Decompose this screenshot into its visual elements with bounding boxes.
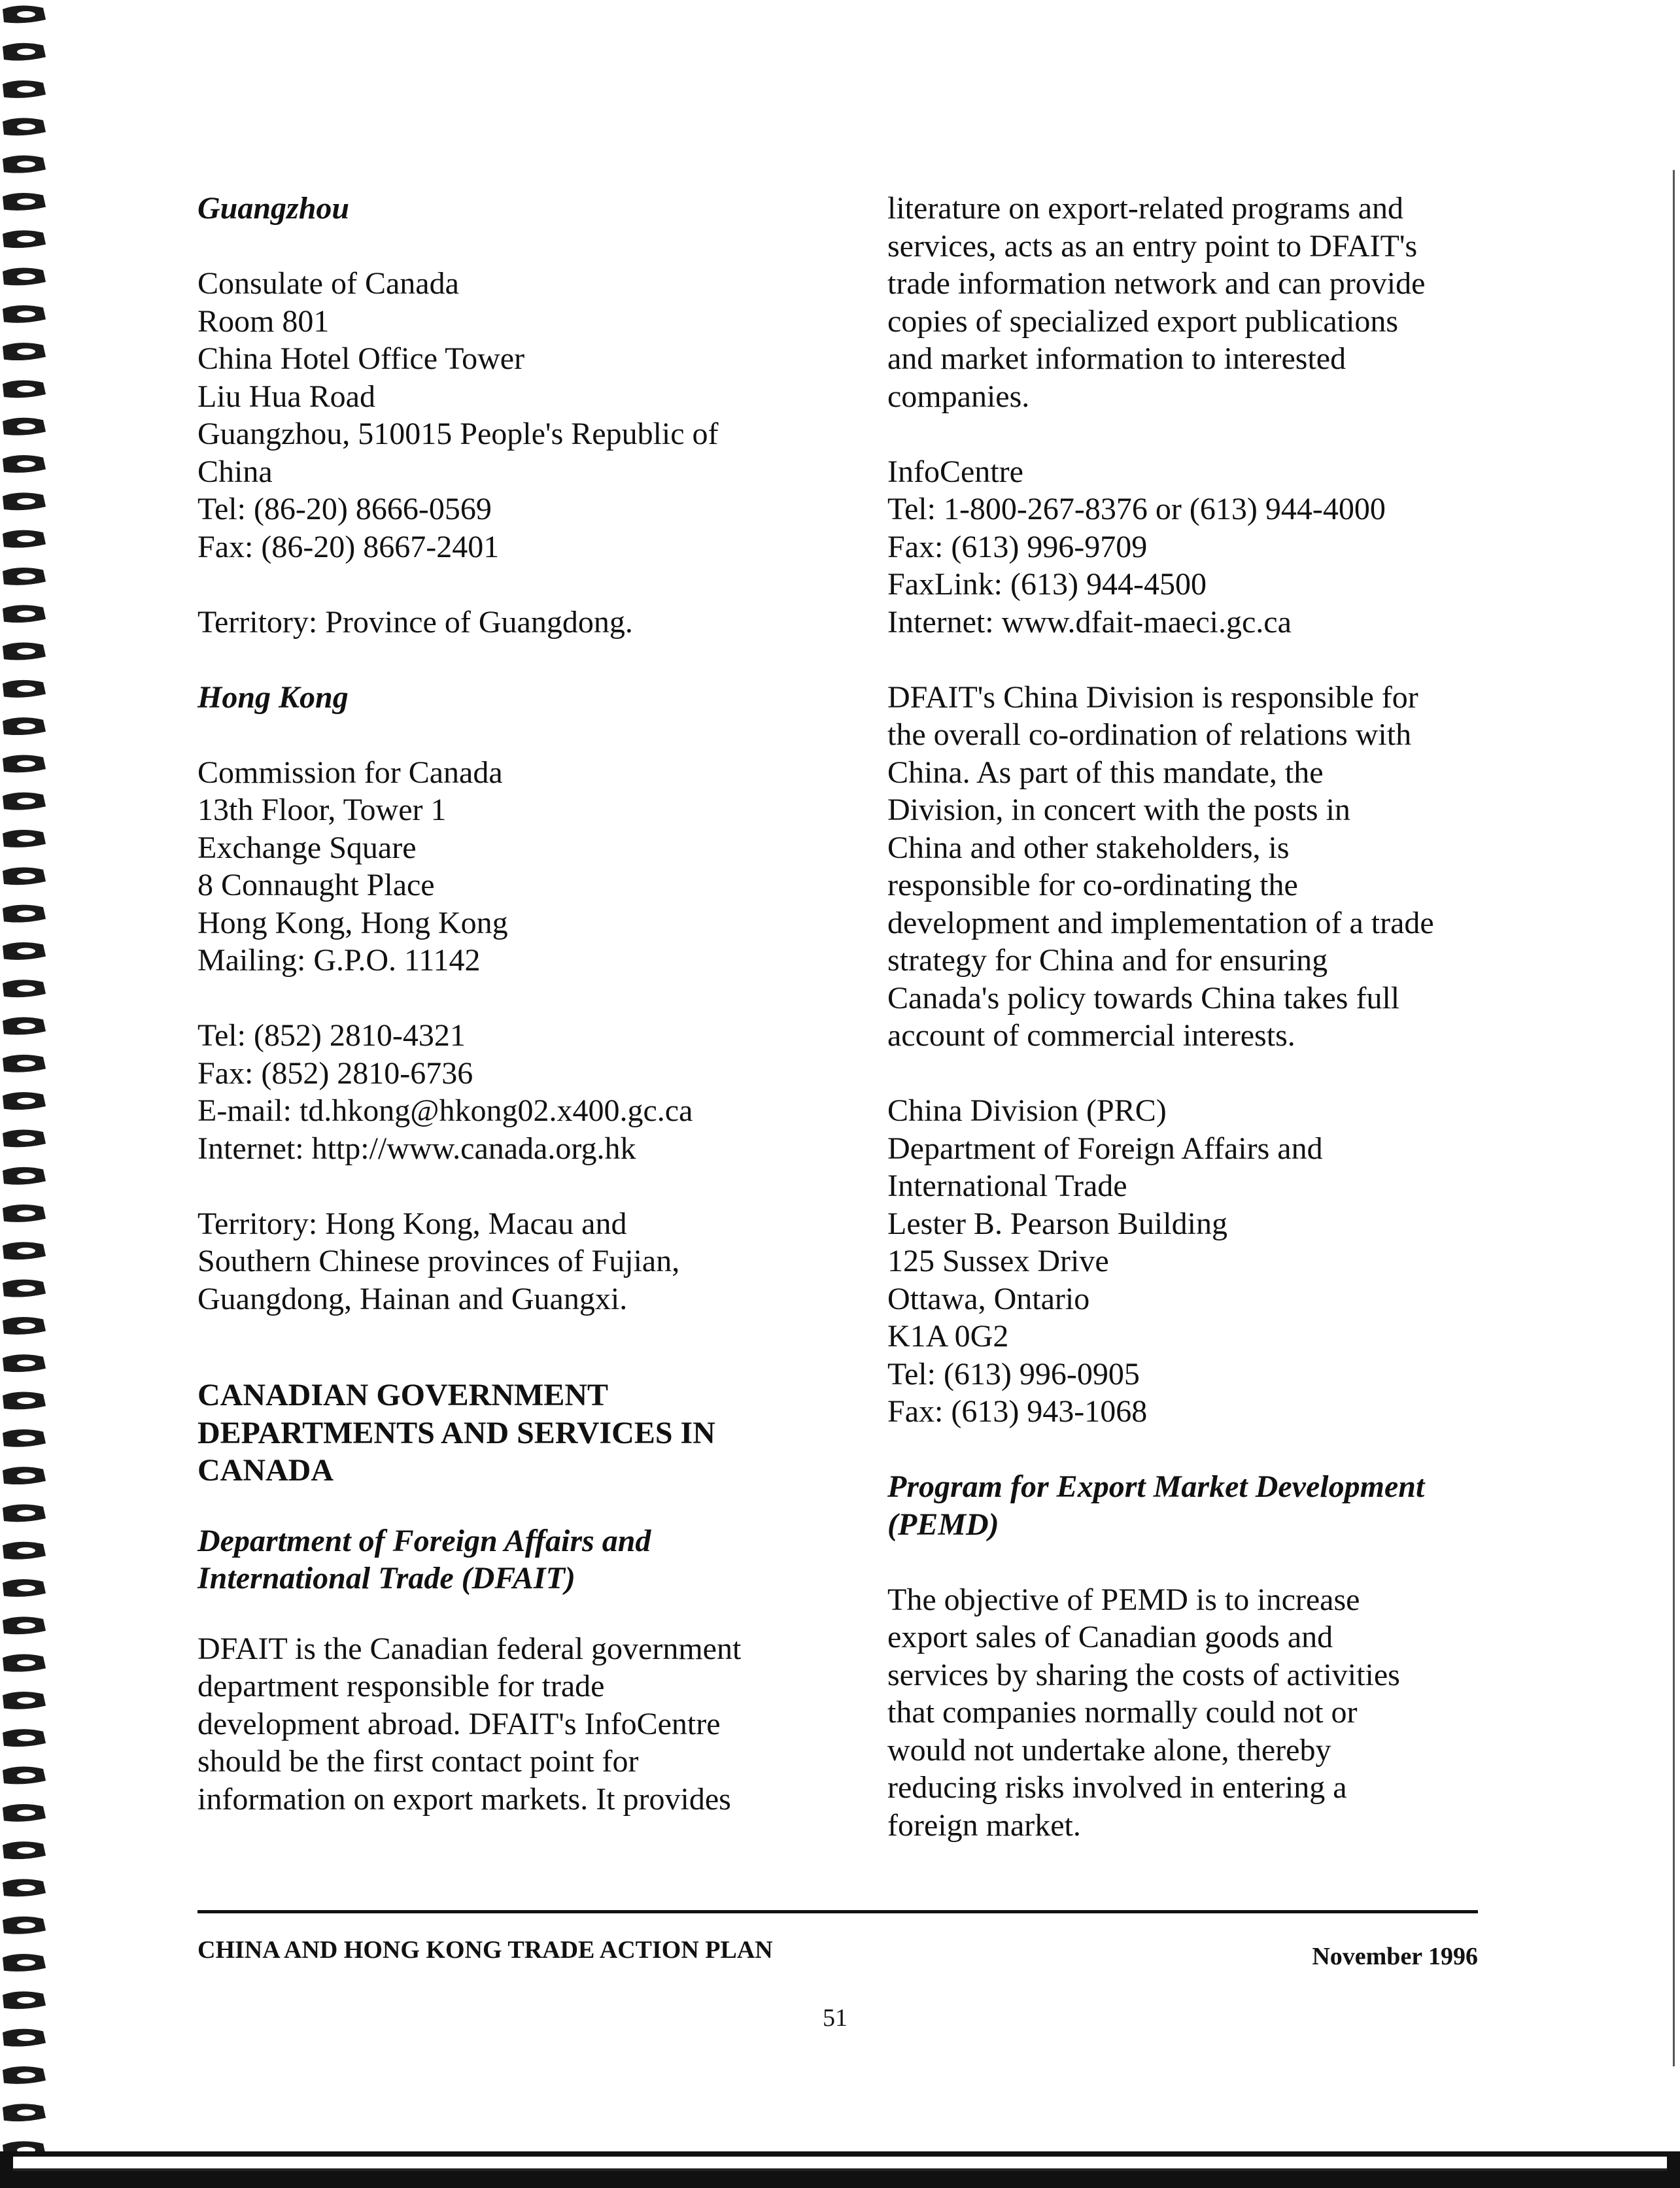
dfait-heading-line: Department of Foreign Affairs and [197,1523,651,1558]
spiral-hole [17,423,35,430]
dfait-heading [197,1522,851,1598]
paragraph-line: companies. [887,379,1030,414]
spiral-hole [17,311,35,317]
address-line: Room 801 [197,303,330,339]
left-column [197,190,851,1856]
scan-bottom-edge [0,2151,1680,2188]
address-line: 13th Floor, Tower 1 [197,793,447,827]
spiral-hole [17,1660,35,1666]
footer-rule [197,1910,1478,1913]
spiral-hole [17,1585,35,1592]
paragraph-line: China. As part of this mandate, the [887,755,1324,790]
section-heading-line: DEPARTMENTS AND SERVICES IN [197,1415,715,1450]
paragraph-line: DFAIT's China Division is responsible for [887,679,1418,715]
address-line: 125 Sussex Drive [887,1244,1109,1278]
paragraph-line: strategy for China and for ensuring [887,943,1328,978]
spiral-hole [17,1285,35,1291]
infocentre-contacts [887,453,1541,641]
footer-title: CHINA AND HONG KONG TRADE ACTION PLAN [197,1936,773,1964]
spiral-hole [17,1397,35,1404]
paragraph-line: services by sharing the costs of activities [887,1657,1400,1692]
spiral-hole [17,910,35,917]
footer-date: November 1996 [1312,1943,1478,1970]
fax-line: Fax: (613) 943-1068 [887,1394,1148,1429]
spiral-hole [17,1922,35,1928]
spiral-hole [17,1172,35,1179]
paragraph-line: would not undertake alone, thereby [887,1732,1331,1768]
spiral-hole [17,1023,35,1029]
spiral-hole [17,985,35,992]
spiral-hole [17,2034,35,2041]
spiral-hole [17,1248,35,1254]
spiral-hole [17,573,35,580]
spiral-hole [17,1547,35,1554]
territory-line: Southern Chinese provinces of Fujian, [197,1244,680,1278]
paragraph-line: copies of specialized export publications [887,303,1399,339]
spiral-hole [17,1885,35,1891]
spiral-hole [17,1210,35,1217]
spiral-hole [17,199,35,205]
faxlink-line: FaxLink: (613) 944-4500 [887,567,1207,602]
paragraph-line: services, acts as an entry point to DFAIT's [887,228,1418,264]
page-number: 51 [823,2004,848,2032]
address-line: Guangzhou, 510015 People's Republic of [197,417,719,451]
fax-line: Fax: (613) 996-9709 [887,529,1148,564]
paragraph-line: development abroad. DFAIT's InfoCentre [197,1706,721,1741]
address-line: Commission for Canada [197,755,503,790]
spiral-hole [17,2110,35,2116]
hong-kong-territory [197,1205,851,1318]
spiral-hole [17,1510,35,1516]
address-line: Consulate of Canada [197,266,459,301]
address-line: China [197,454,273,489]
email-line: E-mail: td.hkong@hkong02.x400.gc.ca [197,1093,693,1128]
territory-line: Territory: Hong Kong, Macau and [197,1206,627,1241]
address-line: 8 Connaught Place [197,868,435,902]
spiral-hole [17,761,35,767]
phone-line: Tel: (613) 996-0905 [887,1356,1140,1392]
paragraph-line: that companies normally could not or [887,1695,1358,1730]
spiral-hole [17,1323,35,1329]
phone-line: Tel: (852) 2810-4321 [197,1018,466,1053]
spiral-hole [17,648,35,655]
spiral-hole [17,11,35,18]
paragraph-line: and market information to interested [887,341,1346,376]
spiral-hole [17,1997,35,2004]
spiral-hole [17,685,35,692]
china-division-address [887,1092,1541,1431]
address-line: Ottawa, Ontario [887,1281,1090,1316]
spiral-hole [17,48,35,55]
spiral-hole [17,349,35,355]
paragraph-line: trade information network and can provide [887,266,1426,301]
pemd-heading [887,1468,1541,1543]
spiral-hole [17,461,35,468]
spiral-binding [0,0,59,2188]
spiral-hole [17,836,35,842]
paragraph-line: should be the first contact point for [197,1744,639,1779]
spiral-hole [17,1435,35,1441]
spiral-hole [17,236,35,243]
spiral-hole [17,1772,35,1779]
section-heading-line: CANADA [197,1453,334,1488]
internet-line: Internet: www.dfait-maeci.gc.ca [887,604,1292,640]
paragraph-line: the overall co-ordination of relations with [887,717,1412,752]
spiral-hole [17,611,35,617]
hong-kong-heading: Hong Kong [197,679,349,715]
spiral-hole [17,1060,35,1067]
hong-kong-contacts [197,1017,851,1167]
infocentre-title: InfoCentre [887,454,1023,489]
guangzhou-heading: Guangzhou [197,191,350,226]
spiral-hole [17,1135,35,1142]
pemd-heading-line: Program for Export Market Development [887,1469,1425,1504]
spiral-hole [17,873,35,880]
guangzhou-territory: Territory: Province of Guangdong. [197,604,633,640]
fax-line: Fax: (86-20) 8667-2401 [197,529,500,564]
spiral-hole [17,386,35,392]
dfait-paragraph [197,1630,851,1819]
paragraph-line: reducing risks involved in entering a [887,1770,1347,1805]
spiral-hole [17,86,35,93]
paragraph-line: Canada's policy towards China takes full [887,980,1400,1016]
paragraph-line: China and other stakeholders, is [887,830,1290,865]
postal-code-line: K1A 0G2 [887,1319,1009,1354]
paragraph-line: The objective of PEMD is to increase [887,1582,1360,1617]
address-line: Liu Hua Road [197,379,375,414]
fax-line: Fax: (852) 2810-6736 [197,1055,473,1091]
dfait-heading-line: International Trade (DFAIT) [197,1561,575,1596]
phone-line: Tel: (86-20) 8666-0569 [197,492,492,526]
address-line: China Division (PRC) [887,1093,1167,1128]
address-line: Hong Kong, Hong Kong [197,905,508,940]
guangzhou-address [197,265,851,566]
address-line: Exchange Square [197,830,417,865]
address-line: Lester B. Pearson Building [887,1206,1227,1241]
spiral-hole [17,1809,35,1816]
paragraph-line: Division, in concert with the posts in [887,793,1350,827]
china-division-paragraph [887,679,1541,1055]
territory-line: Guangdong, Hainan and Guangxi. [197,1281,628,1316]
section-heading [197,1376,851,1490]
paragraph-line: development and implementation of a trade [887,905,1434,940]
paragraph-line: account of commercial interests. [887,1018,1295,1053]
spiral-hole [17,1360,35,1367]
hong-kong-address [197,754,851,980]
spiral-hole [17,798,35,804]
spiral-hole [17,536,35,542]
address-line: Department of Foreign Affairs and [887,1131,1323,1166]
spiral-hole [17,498,35,505]
paragraph-line: foreign market. [887,1807,1081,1843]
spiral-hole [17,1698,35,1704]
phone-line: Tel: 1-800-267-8376 or (613) 944-4000 [887,492,1386,526]
pemd-paragraph [887,1581,1541,1845]
paragraph-line: department responsible for trade [197,1669,605,1703]
section-heading-line: CANADIAN GOVERNMENT [197,1378,609,1412]
address-line: Mailing: G.P.O. 11142 [197,943,481,978]
paragraph-line: literature on export-related programs and [887,191,1403,226]
spiral-hole [17,723,35,730]
spiral-hole [17,1473,35,1479]
spiral-hole [17,161,35,167]
spiral-hole [17,273,35,280]
dfait-continuation [887,190,1541,415]
page-edge [1673,170,1680,2066]
paragraph-line: DFAIT is the Canadian federal government [197,1631,742,1666]
spiral-hole [17,1098,35,1104]
paragraph-line: responsible for co-ordinating the [887,868,1298,902]
address-line: China Hotel Office Tower [197,341,525,376]
spiral-hole [17,1735,35,1741]
spiral-hole [17,1960,35,1966]
address-line: International Trade [887,1169,1127,1203]
spiral-hole [17,124,35,130]
right-column [887,190,1541,1882]
spiral-hole [17,1847,35,1854]
spiral-hole [17,2072,35,2079]
internet-line: Internet: http://www.canada.org.hk [197,1131,636,1166]
paragraph-line: information on export markets. It provides [197,1781,731,1817]
paragraph-line: export sales of Canadian goods and [887,1620,1333,1654]
pemd-heading-line: (PEMD) [887,1507,999,1542]
spiral-hole [17,948,35,955]
spiral-hole [17,1622,35,1629]
